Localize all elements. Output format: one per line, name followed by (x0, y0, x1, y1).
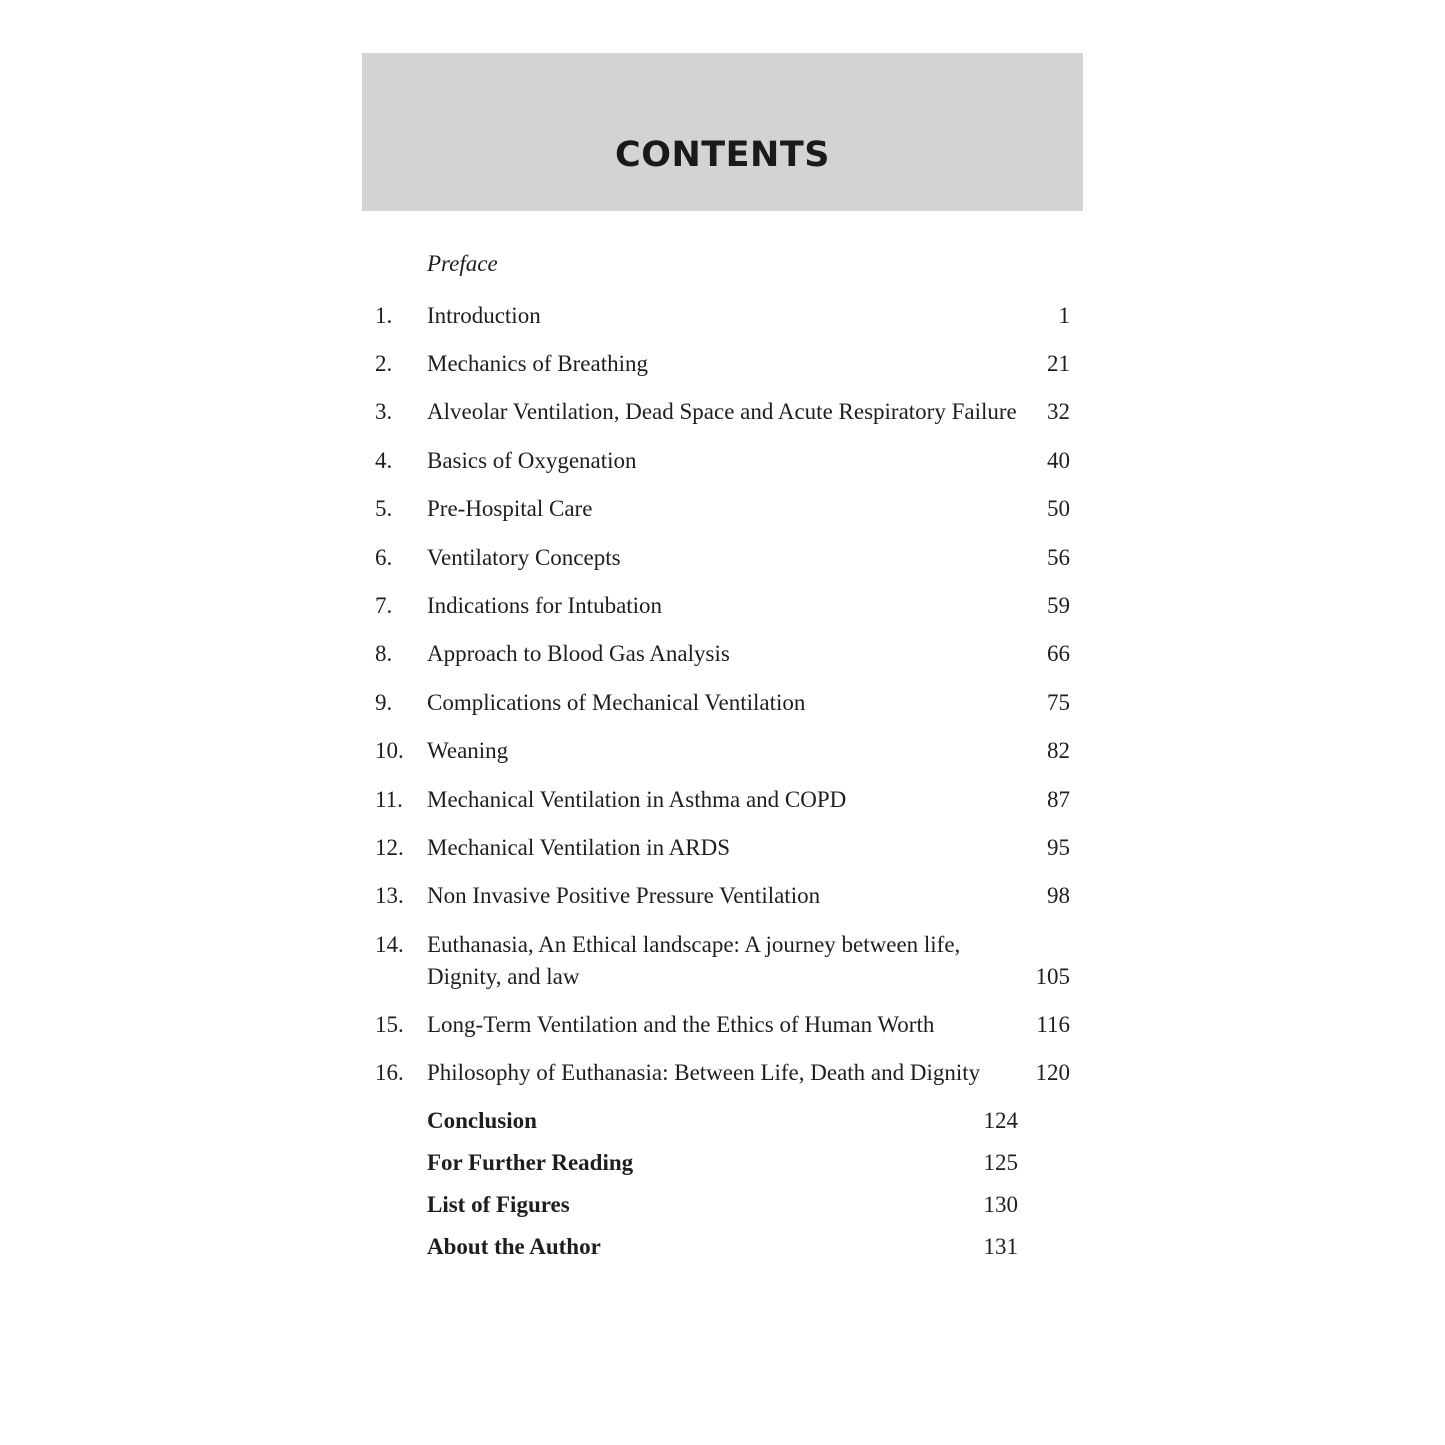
back-matter-title: About the Author (427, 1234, 601, 1259)
page-number: 66 (1047, 641, 1070, 666)
chapter-number: 9. (375, 690, 393, 715)
page-number: 105 (1035, 964, 1070, 989)
chapter-number: 8. (375, 641, 393, 666)
page-number: 125 (983, 1150, 1018, 1175)
chapter-number: 10. (375, 738, 404, 763)
page-number: 75 (1047, 690, 1070, 715)
page-number: 116 (1036, 1012, 1070, 1037)
chapter-number: 14. (375, 932, 404, 957)
chapter-number: 12. (375, 835, 404, 860)
page-number: 1 (1058, 303, 1070, 328)
chapter-title: Basics of Oxygenation (427, 448, 637, 473)
chapter-title: Pre-Hospital Care (427, 496, 593, 521)
page-number: 40 (1047, 448, 1070, 473)
chapter-number: 11. (375, 787, 403, 812)
page-number: 50 (1047, 496, 1070, 521)
chapter-title: Philosophy of Euthanasia: Between Life, Death and Dignity (427, 1060, 981, 1085)
page-number: 56 (1047, 545, 1070, 570)
chapter-number: 1. (375, 303, 393, 328)
page-number: 82 (1047, 738, 1070, 763)
chapter-number: 7. (375, 593, 393, 618)
page-title: CONTENTS (615, 135, 830, 175)
chapter-title: Mechanical Ventilation in Asthma and COPD (427, 787, 847, 812)
contents-header-band (362, 53, 1083, 211)
chapter-title: Mechanical Ventilation in ARDS (427, 835, 731, 860)
chapter-title: Weaning (427, 738, 509, 763)
page-number: 21 (1047, 351, 1070, 376)
chapter-title: Ventilatory Concepts (427, 545, 621, 570)
page-number: 130 (983, 1192, 1018, 1217)
chapter-title: Alveolar Ventilation, Dead Space and Acute Respiratory Failure (427, 399, 1017, 424)
page-number: 120 (1035, 1060, 1070, 1085)
page-number: 131 (983, 1234, 1018, 1259)
chapter-title: Non Invasive Positive Pressure Ventilation (427, 883, 821, 908)
chapter-number: 16. (375, 1060, 404, 1085)
chapter-number: 2. (375, 351, 393, 376)
chapter-title: Long-Term Ventilation and the Ethics of Human Worth (427, 1012, 935, 1037)
chapter-number: 6. (375, 545, 393, 570)
chapter-title: Approach to Blood Gas Analysis (427, 641, 730, 666)
chapter-number: 13. (375, 883, 404, 908)
back-matter-title: List of Figures (427, 1192, 570, 1217)
chapter-number: 3. (375, 399, 393, 424)
chapter-number: 4. (375, 448, 393, 473)
page-number: 95 (1047, 835, 1070, 860)
chapter-title: Complications of Mechanical Ventilation (427, 690, 806, 715)
page-number: 87 (1047, 787, 1070, 812)
back-matter-title: Conclusion (427, 1108, 537, 1133)
chapter-number: 5. (375, 496, 393, 521)
page-number: 98 (1047, 883, 1070, 908)
page-number: 32 (1047, 399, 1070, 424)
chapter-title: Indications for Intubation (427, 593, 663, 618)
chapter-title: Mechanics of Breathing (427, 351, 648, 376)
preface-entry: Preface (427, 251, 498, 276)
chapter-title: Introduction (427, 303, 541, 328)
back-matter-title: For Further Reading (427, 1150, 634, 1175)
page-number: 124 (983, 1108, 1018, 1133)
chapter-number: 15. (375, 1012, 404, 1037)
page-number: 59 (1047, 593, 1070, 618)
chapter-title: Euthanasia, An Ethical landscape: A journey between life, Dignity, and law (427, 932, 961, 989)
